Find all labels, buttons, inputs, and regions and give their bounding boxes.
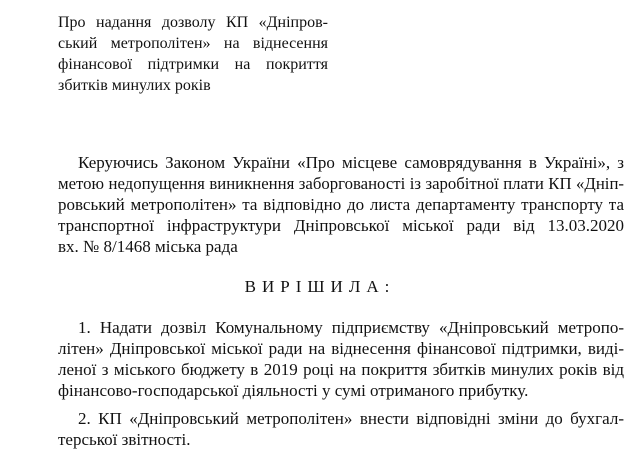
preamble-line: метою недопущення виникнення заборгованості із заробітної плати КП «Дніп- bbox=[58, 174, 624, 193]
item-1-line: леної з міського бюджету в 2019 році на покриття збитків минулих років від bbox=[58, 360, 624, 379]
item-2-line: терської звітності. bbox=[58, 430, 191, 449]
item-2-line: 2. КП «Дніпровський метрополітен» внести відповідні зміни до бухгал- bbox=[78, 409, 624, 428]
title-line: ський метрополітен» на віднесення bbox=[58, 35, 328, 52]
preamble-line: транспортної інфраструктури Дніпровської міської ради від 13.03.2020 bbox=[58, 216, 624, 235]
title-line: Про надання дозволу КП «Дніпров- bbox=[58, 14, 328, 31]
item-2-paragraph bbox=[58, 408, 624, 450]
title-line: збитків минулих років bbox=[58, 77, 211, 94]
preamble-line: вх. № 8/1468 міська рада bbox=[58, 237, 238, 256]
decision-heading: ВИРІШИЛА: bbox=[244, 277, 396, 296]
document-title bbox=[58, 12, 328, 96]
item-1-line: фінансово-господарської діяльності у сумі отриманого прибутку. bbox=[58, 381, 529, 400]
preamble-line: Керуючись Законом України «Про місцеве самоврядування в Україні», з bbox=[78, 153, 624, 172]
preamble-line: ровський метрополітен» та відповідно до листа департаменту транспорту та bbox=[58, 195, 624, 214]
item-1-paragraph bbox=[58, 317, 624, 401]
preamble-paragraph bbox=[58, 152, 624, 257]
item-1-line: літен» Дніпровської міської ради на віднесення фінансової підтримки, виді- bbox=[58, 339, 624, 358]
title-line: фінансової підтримки на покриття bbox=[58, 56, 328, 73]
item-1-line: 1. Надати дозвіл Комунальному підприємству «Дніпровський метропо- bbox=[78, 318, 624, 337]
